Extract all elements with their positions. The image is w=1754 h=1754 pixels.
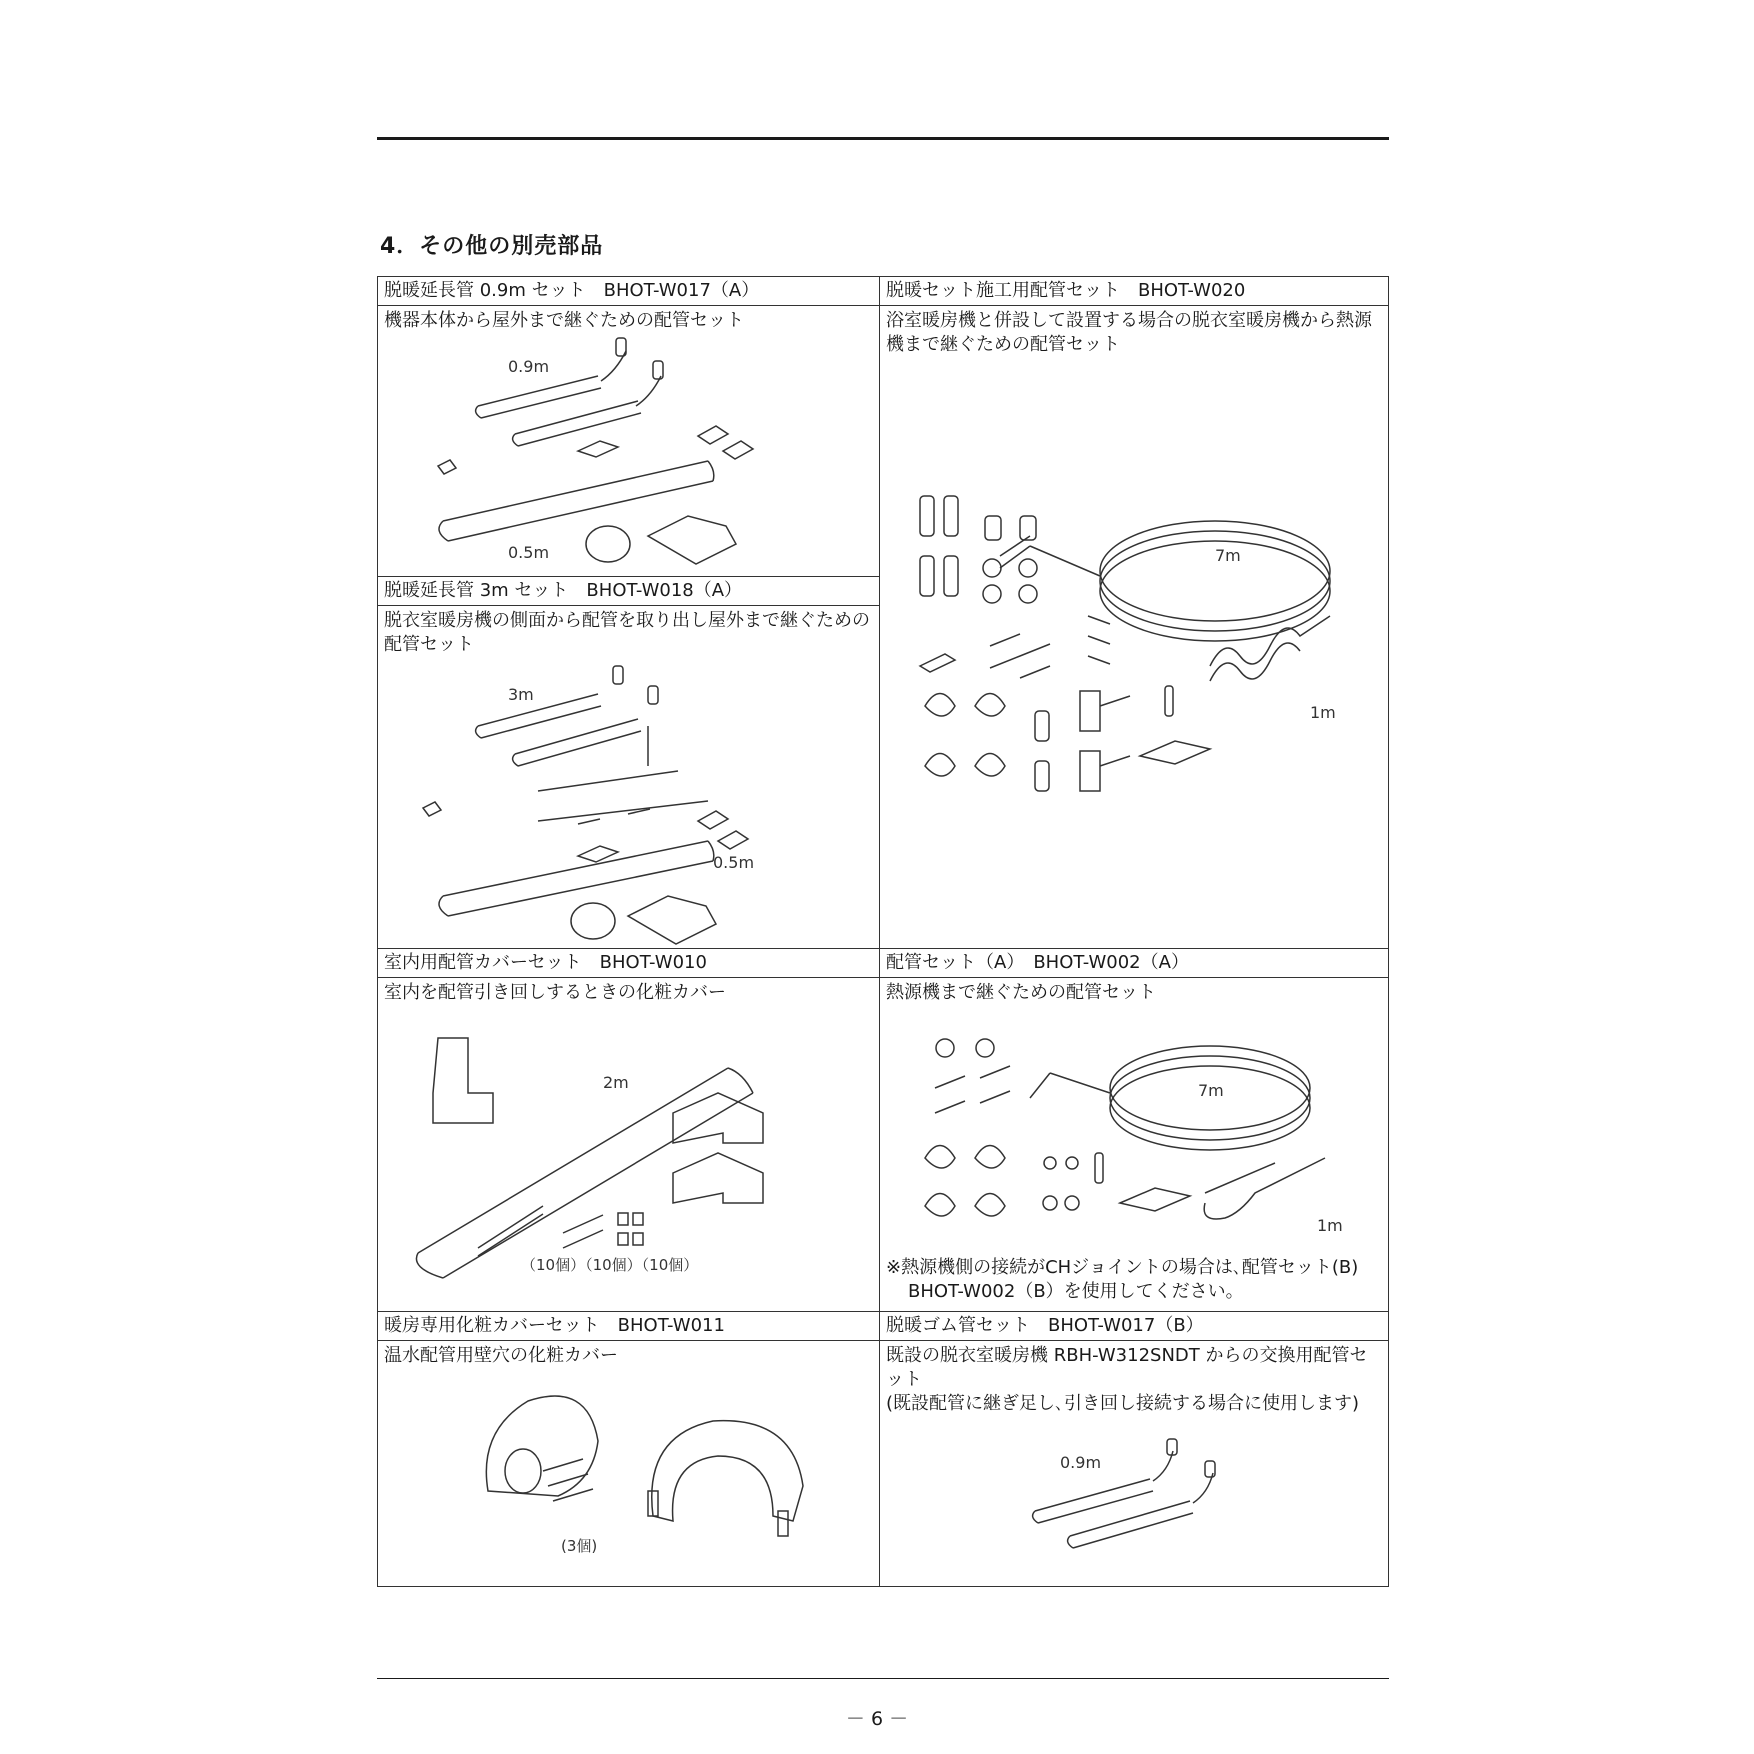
item-desc-w010: 室内を配管引き回しするときの化粧カバー [384,982,726,1003]
item-body-w018a [377,605,880,949]
label-length-0-5m-b: 0.5m [713,853,755,872]
item-header-w020: 脱暖セット施工用配管セット BHOT-W020 [879,276,1389,306]
item-desc-w011: 温水配管用壁穴の化粧カバー [384,1345,618,1366]
item-desc-w018a: 脱衣室暖房機の側面から配管を取り出し屋外まで継ぐための配管セット [384,610,870,655]
pipe-extension-kit-illustration [378,306,881,578]
label-length-0-9m: 0.9m [508,357,550,376]
item-body-w017a [377,305,880,577]
item-desc-w017a: 機器本体から屋外まで継ぐための配管セット [384,310,744,331]
label-length-0-9m-b: 0.9m [1060,1453,1102,1472]
item-body-w002a [879,977,1389,1312]
label-length-1m-b: 1m [1317,1216,1343,1235]
label-quantity-10pcs: （10個）（10個）（10個） [521,1256,699,1274]
item-body-w011 [377,1340,880,1587]
item-header-w011: 暖房専用化粧カバーセット BHOT-W011 [377,1311,880,1341]
item-header-w018a: 脱暖延長管 3m セット BHOT-W018（A） [377,576,880,606]
label-length-1m: 1m [1310,703,1336,722]
item-desc-w017b-1: 既設の脱衣室暖房機 RBH-W312SNDT からの交換用配管セット [886,1345,1368,1390]
item-header-w017b: 脱暖ゴム管セット BHOT-W017（B） [879,1311,1389,1341]
item-body-w020 [879,305,1389,949]
item-desc-w020: 浴室暖房機と併設して設置する場合の脱衣室暖房機から熱源機まで継ぐための配管セット [886,310,1372,355]
installation-pipe-kit-illustration [880,306,1390,950]
label-length-3m: 3m [508,685,534,704]
note-line-2: BHOT-W002（B）を使用してください。 [908,1281,1244,1302]
pipe-3m-kit-illustration [378,606,881,950]
label-length-0-5m: 0.5m [508,543,550,562]
wall-hole-cover-illustration [378,1341,881,1588]
item-desc-w002a: 熱源機まで継ぐための配管セット [886,982,1156,1003]
rubber-pipe-set-illustration [880,1341,1390,1588]
note-line-1: ※熱源機側の接続がCHジョイントの場合は､配管セット(B) [886,1257,1359,1278]
indoor-pipe-cover-illustration [378,978,881,1313]
item-body-w010 [377,977,880,1312]
bottom-rule [377,1678,1389,1679]
label-length-2m: 2m [603,1073,629,1092]
item-header-w010: 室内用配管カバーセット BHOT-W010 [377,948,880,978]
section-title: 4．その他の別売部品 [380,234,604,259]
top-rule [377,137,1389,140]
item-desc-w017b-2: (既設配管に継ぎ足し､引き回し接続する場合に使用します) [886,1393,1360,1414]
page-number: － 6 － [845,1708,909,1730]
item-header-w017a: 脱暖延長管 0.9m セット BHOT-W017（A） [377,276,880,306]
item-header-w002a: 配管セット（A） BHOT-W002（A） [879,948,1389,978]
label-quantity-3pcs: (3個) [561,1537,598,1555]
label-length-7m: 7m [1215,546,1241,565]
label-length-7m-b: 7m [1198,1081,1224,1100]
item-body-w017b [879,1340,1389,1587]
